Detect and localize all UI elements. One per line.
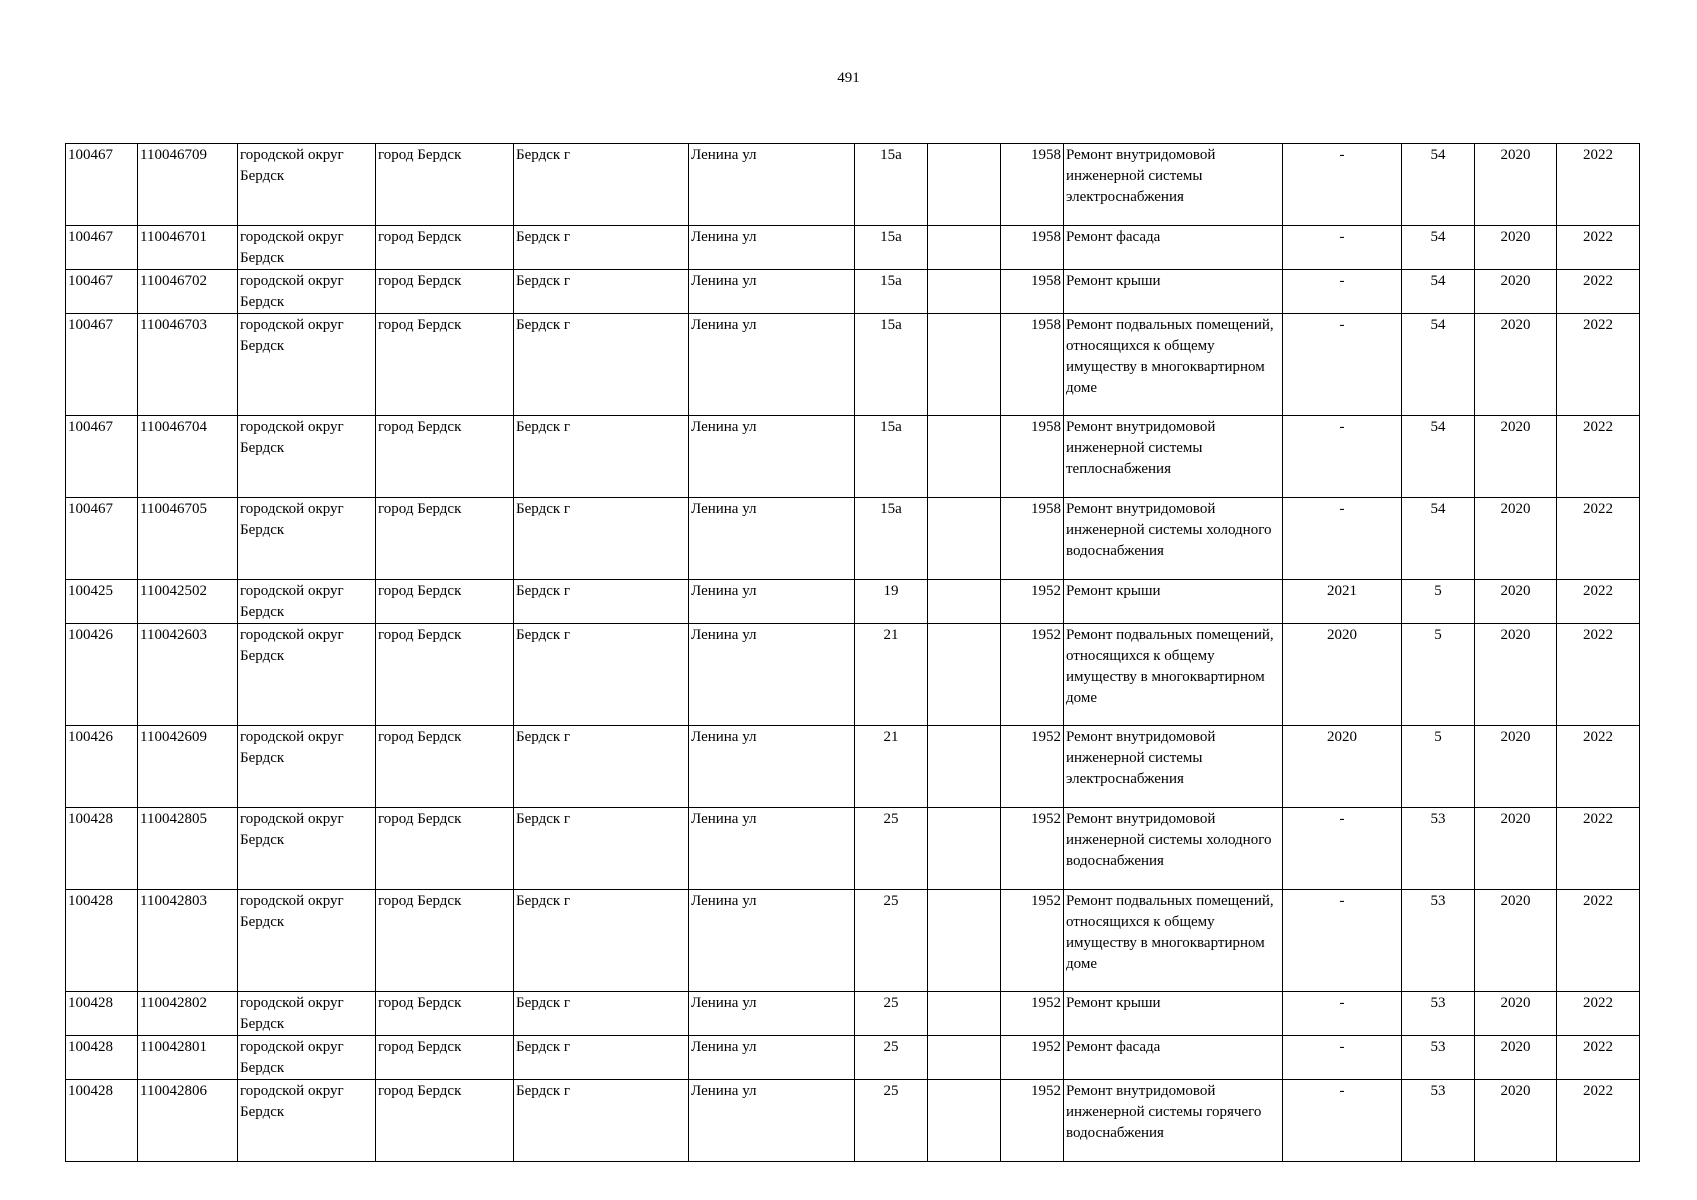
cell-district: городской округ Бердск <box>238 498 376 580</box>
cell-year-built: 1958 <box>1001 314 1064 416</box>
cell-plan-year: 2020 <box>1283 624 1402 726</box>
cell-end-year: 2022 <box>1557 808 1640 890</box>
cell-street: Ленина ул <box>689 890 855 992</box>
cell-locality: Бердск г <box>514 226 689 270</box>
cell-building <box>928 992 1001 1036</box>
cell-house-id: 100426 <box>66 726 138 808</box>
cell-wear-percent: 54 <box>1402 270 1475 314</box>
cell-street: Ленина ул <box>689 726 855 808</box>
cell-house-number: 15а <box>855 144 928 226</box>
cell-building <box>928 1036 1001 1080</box>
cell-work-type: Ремонт внутридомовой инженерной системы электроснабжения <box>1064 726 1283 808</box>
cell-city: город Бердск <box>376 726 514 808</box>
cell-start-year: 2020 <box>1475 1036 1557 1080</box>
cell-building <box>928 890 1001 992</box>
cell-plan-year: - <box>1283 992 1402 1036</box>
cell-end-year: 2022 <box>1557 498 1640 580</box>
cell-district: городской округ Бердск <box>238 1036 376 1080</box>
cell-house-number: 21 <box>855 624 928 726</box>
table-row <box>66 624 1640 726</box>
cell-end-year: 2022 <box>1557 1080 1640 1162</box>
cell-district: городской округ Бердск <box>238 808 376 890</box>
cell-plan-year: - <box>1283 270 1402 314</box>
cell-plan-year: - <box>1283 498 1402 580</box>
cell-wear-percent: 5 <box>1402 624 1475 726</box>
cell-street: Ленина ул <box>689 580 855 624</box>
cell-year-built: 1952 <box>1001 580 1064 624</box>
cell-work-type: Ремонт крыши <box>1064 580 1283 624</box>
cell-work-type: Ремонт крыши <box>1064 270 1283 314</box>
table-row <box>66 580 1640 624</box>
cell-building <box>928 226 1001 270</box>
cell-end-year: 2022 <box>1557 992 1640 1036</box>
cell-wear-percent: 54 <box>1402 314 1475 416</box>
cell-district: городской округ Бердск <box>238 624 376 726</box>
cell-wear-percent: 54 <box>1402 416 1475 498</box>
cell-wear-percent: 54 <box>1402 144 1475 226</box>
cell-locality: Бердск г <box>514 416 689 498</box>
cell-year-built: 1952 <box>1001 808 1064 890</box>
cell-house-id: 100467 <box>66 226 138 270</box>
cell-end-year: 2022 <box>1557 416 1640 498</box>
cell-year-built: 1958 <box>1001 498 1064 580</box>
cell-year-built: 1952 <box>1001 1080 1064 1162</box>
repair-schedule-table <box>65 143 1640 1162</box>
cell-street: Ленина ул <box>689 498 855 580</box>
cell-street: Ленина ул <box>689 624 855 726</box>
cell-work-type: Ремонт внутридомовой инженерной системы теплоснабжения <box>1064 416 1283 498</box>
cell-house-number: 15а <box>855 226 928 270</box>
cell-wear-percent: 53 <box>1402 890 1475 992</box>
cell-start-year: 2020 <box>1475 624 1557 726</box>
cell-city: город Бердск <box>376 624 514 726</box>
cell-work-id: 110046701 <box>138 226 238 270</box>
cell-building <box>928 144 1001 226</box>
table-row <box>66 992 1640 1036</box>
cell-start-year: 2020 <box>1475 726 1557 808</box>
cell-start-year: 2020 <box>1475 226 1557 270</box>
cell-street: Ленина ул <box>689 1036 855 1080</box>
cell-building <box>928 416 1001 498</box>
cell-work-type: Ремонт фасада <box>1064 226 1283 270</box>
cell-district: городской округ Бердск <box>238 580 376 624</box>
cell-district: городской округ Бердск <box>238 226 376 270</box>
cell-work-type: Ремонт подвальных помещений, относящихся к общему имуществу в многоквартирном доме <box>1064 890 1283 992</box>
cell-work-id: 110042801 <box>138 1036 238 1080</box>
cell-wear-percent: 53 <box>1402 1080 1475 1162</box>
cell-work-type: Ремонт внутридомовой инженерной системы холодного водоснабжения <box>1064 808 1283 890</box>
cell-house-id: 100428 <box>66 992 138 1036</box>
cell-wear-percent: 54 <box>1402 498 1475 580</box>
cell-year-built: 1958 <box>1001 226 1064 270</box>
cell-house-id: 100425 <box>66 580 138 624</box>
table-row <box>66 1080 1640 1162</box>
cell-house-id: 100428 <box>66 890 138 992</box>
cell-locality: Бердск г <box>514 580 689 624</box>
cell-city: город Бердск <box>376 1080 514 1162</box>
cell-city: город Бердск <box>376 1036 514 1080</box>
table-row <box>66 416 1640 498</box>
cell-locality: Бердск г <box>514 1036 689 1080</box>
cell-work-id: 110042802 <box>138 992 238 1036</box>
cell-work-id: 110042603 <box>138 624 238 726</box>
cell-work-id: 110046703 <box>138 314 238 416</box>
cell-locality: Бердск г <box>514 144 689 226</box>
cell-wear-percent: 53 <box>1402 808 1475 890</box>
table-row <box>66 1036 1640 1080</box>
cell-work-type: Ремонт внутридомовой инженерной системы горячего водоснабжения <box>1064 1080 1283 1162</box>
cell-wear-percent: 5 <box>1402 726 1475 808</box>
cell-year-built: 1958 <box>1001 144 1064 226</box>
cell-locality: Бердск г <box>514 270 689 314</box>
cell-city: город Бердск <box>376 890 514 992</box>
cell-year-built: 1952 <box>1001 992 1064 1036</box>
cell-start-year: 2020 <box>1475 498 1557 580</box>
cell-city: город Бердск <box>376 144 514 226</box>
cell-work-id: 110042806 <box>138 1080 238 1162</box>
cell-street: Ленина ул <box>689 314 855 416</box>
table-row <box>66 270 1640 314</box>
cell-plan-year: - <box>1283 416 1402 498</box>
cell-start-year: 2020 <box>1475 992 1557 1036</box>
cell-house-number: 25 <box>855 808 928 890</box>
cell-house-number: 25 <box>855 890 928 992</box>
cell-end-year: 2022 <box>1557 314 1640 416</box>
table-row <box>66 314 1640 416</box>
cell-house-id: 100428 <box>66 1080 138 1162</box>
cell-city: город Бердск <box>376 808 514 890</box>
cell-street: Ленина ул <box>689 416 855 498</box>
cell-start-year: 2020 <box>1475 580 1557 624</box>
cell-house-number: 15а <box>855 270 928 314</box>
cell-city: город Бердск <box>376 270 514 314</box>
cell-work-id: 110042502 <box>138 580 238 624</box>
cell-city: город Бердск <box>376 992 514 1036</box>
cell-work-type: Ремонт крыши <box>1064 992 1283 1036</box>
cell-district: городской округ Бердск <box>238 314 376 416</box>
cell-district: городской округ Бердск <box>238 992 376 1036</box>
cell-work-type: Ремонт внутридомовой инженерной системы электроснабжения <box>1064 144 1283 226</box>
cell-house-id: 100467 <box>66 416 138 498</box>
cell-wear-percent: 53 <box>1402 1036 1475 1080</box>
cell-house-id: 100467 <box>66 144 138 226</box>
cell-locality: Бердск г <box>514 624 689 726</box>
cell-wear-percent: 53 <box>1402 992 1475 1036</box>
cell-plan-year: 2021 <box>1283 580 1402 624</box>
cell-locality: Бердск г <box>514 808 689 890</box>
cell-end-year: 2022 <box>1557 624 1640 726</box>
cell-house-number: 21 <box>855 726 928 808</box>
cell-house-number: 25 <box>855 1036 928 1080</box>
cell-house-id: 100467 <box>66 270 138 314</box>
cell-house-id: 100467 <box>66 314 138 416</box>
cell-house-id: 100467 <box>66 498 138 580</box>
cell-end-year: 2022 <box>1557 890 1640 992</box>
cell-year-built: 1952 <box>1001 1036 1064 1080</box>
cell-building <box>928 726 1001 808</box>
cell-plan-year: - <box>1283 808 1402 890</box>
cell-end-year: 2022 <box>1557 144 1640 226</box>
cell-start-year: 2020 <box>1475 314 1557 416</box>
cell-house-number: 15а <box>855 416 928 498</box>
table-row <box>66 226 1640 270</box>
cell-district: городской округ Бердск <box>238 270 376 314</box>
cell-plan-year: - <box>1283 890 1402 992</box>
cell-start-year: 2020 <box>1475 144 1557 226</box>
cell-locality: Бердск г <box>514 1080 689 1162</box>
cell-district: городской округ Бердск <box>238 144 376 226</box>
table-row <box>66 890 1640 992</box>
cell-work-type: Ремонт подвальных помещений, относящихся к общему имуществу в многоквартирном доме <box>1064 624 1283 726</box>
cell-district: городской округ Бердск <box>238 1080 376 1162</box>
cell-house-id: 100428 <box>66 1036 138 1080</box>
cell-wear-percent: 5 <box>1402 580 1475 624</box>
cell-start-year: 2020 <box>1475 270 1557 314</box>
cell-city: город Бердск <box>376 314 514 416</box>
cell-house-id: 100428 <box>66 808 138 890</box>
cell-year-built: 1952 <box>1001 726 1064 808</box>
cell-building <box>928 270 1001 314</box>
cell-plan-year: 2020 <box>1283 726 1402 808</box>
cell-street: Ленина ул <box>689 144 855 226</box>
cell-work-id: 110042803 <box>138 890 238 992</box>
cell-wear-percent: 54 <box>1402 226 1475 270</box>
cell-city: город Бердск <box>376 416 514 498</box>
cell-end-year: 2022 <box>1557 726 1640 808</box>
cell-plan-year: - <box>1283 1036 1402 1080</box>
cell-house-number: 25 <box>855 992 928 1036</box>
cell-end-year: 2022 <box>1557 226 1640 270</box>
cell-work-type: Ремонт внутридомовой инженерной системы холодного водоснабжения <box>1064 498 1283 580</box>
cell-city: город Бердск <box>376 580 514 624</box>
cell-work-id: 110046704 <box>138 416 238 498</box>
cell-street: Ленина ул <box>689 1080 855 1162</box>
cell-locality: Бердск г <box>514 992 689 1036</box>
table-row <box>66 144 1640 226</box>
cell-end-year: 2022 <box>1557 580 1640 624</box>
cell-work-id: 110042609 <box>138 726 238 808</box>
cell-end-year: 2022 <box>1557 270 1640 314</box>
cell-locality: Бердск г <box>514 890 689 992</box>
cell-year-built: 1952 <box>1001 890 1064 992</box>
cell-plan-year: - <box>1283 144 1402 226</box>
cell-plan-year: - <box>1283 314 1402 416</box>
cell-start-year: 2020 <box>1475 416 1557 498</box>
cell-work-id: 110046709 <box>138 144 238 226</box>
cell-start-year: 2020 <box>1475 808 1557 890</box>
cell-building <box>928 808 1001 890</box>
cell-locality: Бердск г <box>514 498 689 580</box>
cell-street: Ленина ул <box>689 808 855 890</box>
cell-house-number: 19 <box>855 580 928 624</box>
cell-locality: Бердск г <box>514 314 689 416</box>
cell-house-number: 25 <box>855 1080 928 1162</box>
cell-city: город Бердск <box>376 498 514 580</box>
cell-end-year: 2022 <box>1557 1036 1640 1080</box>
cell-plan-year: - <box>1283 226 1402 270</box>
cell-work-id: 110046702 <box>138 270 238 314</box>
cell-street: Ленина ул <box>689 992 855 1036</box>
cell-locality: Бердск г <box>514 726 689 808</box>
cell-year-built: 1958 <box>1001 270 1064 314</box>
table-row <box>66 808 1640 890</box>
cell-building <box>928 624 1001 726</box>
table-row <box>66 726 1640 808</box>
cell-district: городской округ Бердск <box>238 726 376 808</box>
cell-year-built: 1952 <box>1001 624 1064 726</box>
cell-street: Ленина ул <box>689 270 855 314</box>
cell-house-number: 15а <box>855 498 928 580</box>
cell-work-type: Ремонт подвальных помещений, относящихся к общему имуществу в многоквартирном доме <box>1064 314 1283 416</box>
cell-building <box>928 314 1001 416</box>
cell-city: город Бердск <box>376 226 514 270</box>
cell-building <box>928 1080 1001 1162</box>
cell-house-id: 100426 <box>66 624 138 726</box>
cell-work-id: 110046705 <box>138 498 238 580</box>
cell-house-number: 15а <box>855 314 928 416</box>
cell-building <box>928 498 1001 580</box>
cell-start-year: 2020 <box>1475 1080 1557 1162</box>
cell-district: городской округ Бердск <box>238 416 376 498</box>
cell-start-year: 2020 <box>1475 890 1557 992</box>
cell-year-built: 1958 <box>1001 416 1064 498</box>
cell-building <box>928 580 1001 624</box>
cell-plan-year: - <box>1283 1080 1402 1162</box>
cell-work-type: Ремонт фасада <box>1064 1036 1283 1080</box>
table-row <box>66 498 1640 580</box>
page-number: 491 <box>837 70 860 86</box>
cell-street: Ленина ул <box>689 226 855 270</box>
cell-district: городской округ Бердск <box>238 890 376 992</box>
cell-work-id: 110042805 <box>138 808 238 890</box>
